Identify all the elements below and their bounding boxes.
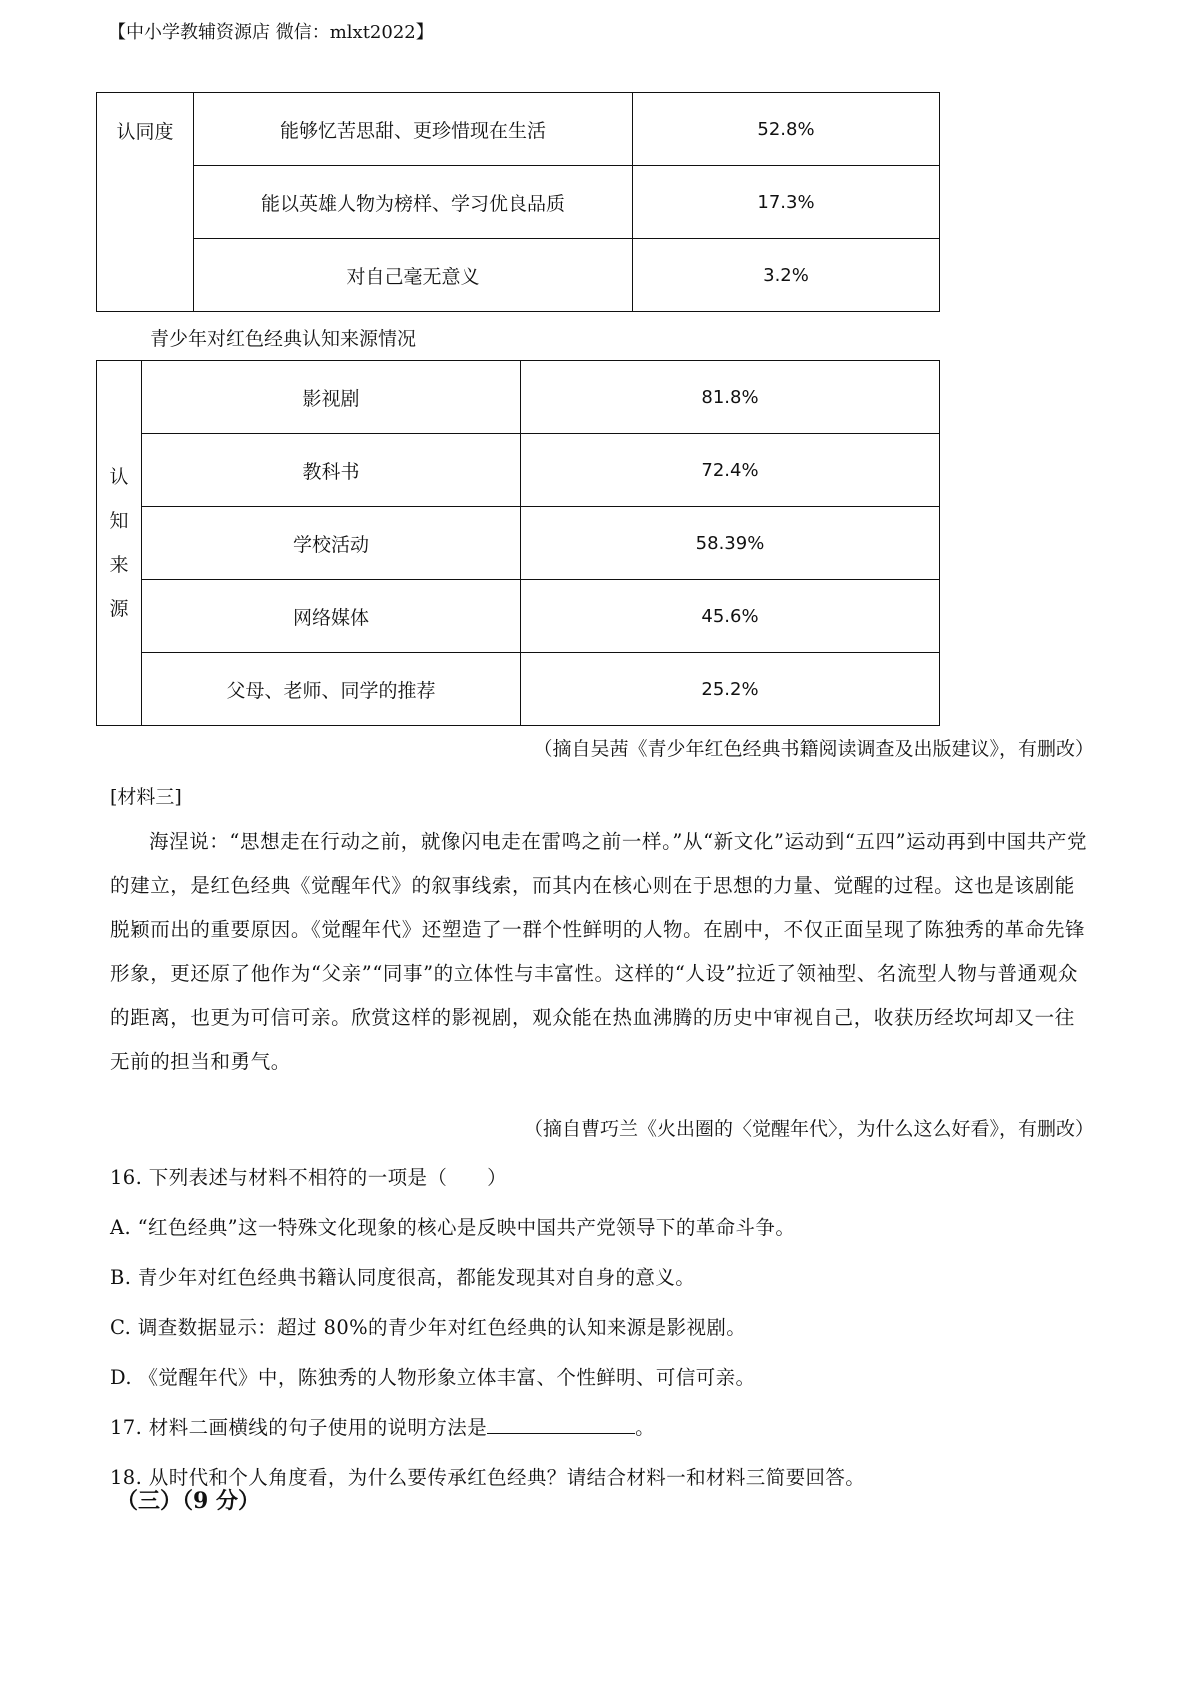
option-a: A. “红色经典”这一特殊文化现象的核心是反映中国共产党领导下的革命斗争。 bbox=[110, 1216, 796, 1239]
source-table bbox=[96, 360, 940, 726]
source-item: 学校活动 bbox=[142, 507, 521, 580]
material3-paragraph: 海涅说：“思想走在行动之前，就像闪电走在雷鸣之前一样。”从“新文化”运动到“五四”运动再到中国共产党的建立，是红色经典《觉醒年代》的叙事线索，而其内在核心则在于思想的力量、觉醒的过程。这也是该剧能脱颖而出的重要原因。《觉醒年代》还塑造了一群个性鲜明的人物。在剧中，不仅正面呈现了陈独秀的革命先锋形象，更还原了他作为“父亲”“同事”的立体性与丰富性。这样的“人设”拉近了领袖型、名流型人物与普通观众的距离，也更为可信可亲。欣赏这样的影视剧，观众能在热血沸腾的历史中审视自己，收获历经坎坷却又一往无前的担当和勇气。 bbox=[110, 830, 1088, 1073]
source-value: 45.6% bbox=[521, 580, 940, 653]
side-char: 认 bbox=[109, 466, 129, 488]
answer-blank[interactable] bbox=[487, 1415, 635, 1434]
source-item: 父母、老师、同学的推荐 bbox=[142, 653, 521, 726]
question-17-end: 。 bbox=[635, 1416, 656, 1439]
side-char: 源 bbox=[109, 598, 129, 620]
source-value: 72.4% bbox=[521, 434, 940, 507]
side-char: 知 bbox=[109, 510, 129, 532]
source-value: 81.8% bbox=[521, 361, 940, 434]
material3-source: （摘自曹巧兰《火出圈的〈觉醒年代〉，为什么这么好看》，有删改） bbox=[523, 1118, 1094, 1140]
recognition-value: 3.2% bbox=[633, 239, 940, 312]
question-17 bbox=[110, 1412, 655, 1440]
source-item: 网络媒体 bbox=[142, 580, 521, 653]
source-item: 教科书 bbox=[142, 434, 521, 507]
source-side-label bbox=[97, 361, 142, 726]
recognition-item: 能以英雄人物为榜样、学习优良品质 bbox=[194, 166, 633, 239]
option-b: B. 青少年对红色经典书籍认同度很高，都能发现其对自身的意义。 bbox=[110, 1266, 696, 1289]
recognition-item: 对自己毫无意义 bbox=[194, 239, 633, 312]
source-value: 25.2% bbox=[521, 653, 940, 726]
question-18: 18. 从时代和个人角度看，为什么要传承红色经典？请结合材料一和材料三简要回答。 bbox=[110, 1466, 866, 1489]
recognition-side-label: 认同度 bbox=[97, 93, 194, 312]
recognition-value: 52.8% bbox=[633, 93, 940, 166]
option-c: C. 调查数据显示：超过 80%的青少年对红色经典的认知来源是影视剧。 bbox=[110, 1316, 747, 1339]
recognition-item: 能够忆苦思甜、更珍惜现在生活 bbox=[194, 93, 633, 166]
question-16: 16. 下列表述与材料不相符的一项是（ ） bbox=[110, 1166, 508, 1189]
option-d: D. 《觉醒年代》中，陈独秀的人物形象立体丰富、个性鲜明、可信可亲。 bbox=[110, 1366, 756, 1389]
material3-label: [材料三] bbox=[110, 786, 182, 808]
source-value: 58.39% bbox=[521, 507, 940, 580]
recognition-value: 17.3% bbox=[633, 166, 940, 239]
page-header: 【中小学教辅资源店 微信：mlxt2022】 bbox=[108, 22, 434, 43]
recognition-table bbox=[96, 92, 940, 312]
section-heading: （三）（9 分） bbox=[116, 1488, 260, 1514]
table2-caption: 青少年对红色经典认知来源情况 bbox=[150, 328, 417, 350]
question-17-text: 17. 材料二画横线的句子使用的说明方法是 bbox=[110, 1416, 488, 1439]
source-item: 影视剧 bbox=[142, 361, 521, 434]
side-char: 来 bbox=[109, 554, 129, 576]
material2-source: （摘自吴茜《青少年红色经典书籍阅读调查及出版建议》，有删改） bbox=[533, 738, 1094, 760]
